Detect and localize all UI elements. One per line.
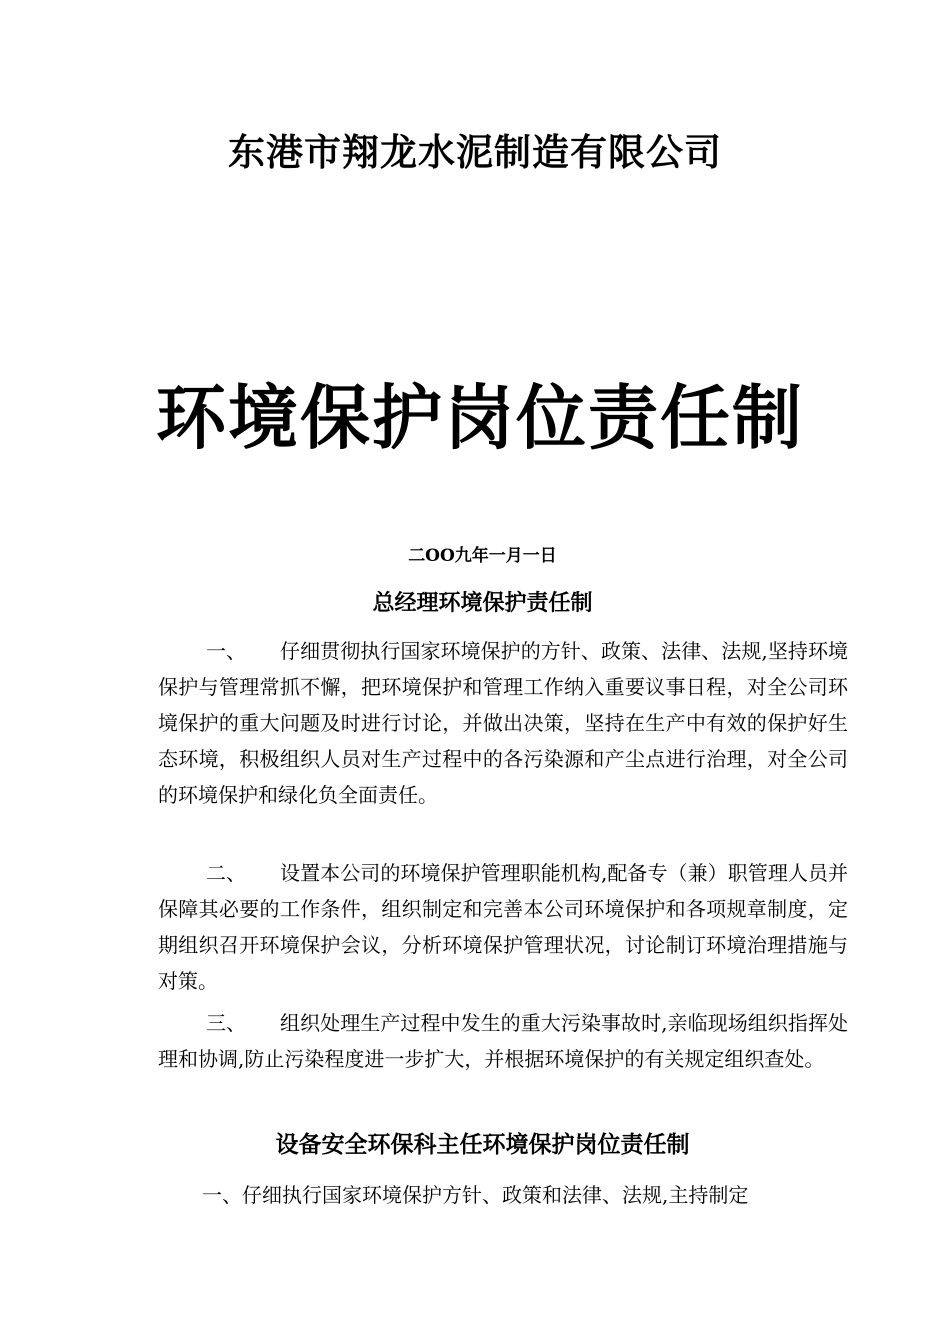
company-name: 东港市翔龙水泥制造有限公司: [228, 131, 722, 174]
paragraph-number: 一、: [206, 639, 246, 663]
paragraph-4: [158, 1177, 848, 1213]
paragraph-1: [158, 633, 848, 813]
paragraph-text: 组织处理生产过程中发生的重大污染事故时,亲临现场组织指挥处理和协调,防止污染程度进一步扩大，并根据环境保护的有关规定组织查处。: [158, 1011, 848, 1071]
paragraph-text: 仔细执行国家环境保护方针、政策和法律、法规,主持制定: [242, 1183, 749, 1207]
paragraph-number: 二、: [206, 861, 246, 885]
paragraph-text: 设置本公司的环境保护管理职能机构,配备专（兼）职管理人员并保障其必要的工作条件，组织制定和完善本公司环境保护和各项规章制度，定期组织召开环境保护会议，分析环境保护管理状况，讨论制订环境治理措施与对策。: [158, 861, 848, 993]
section-title-equipment-safety: 设备安全环保科主任环境保护岗位责任制: [275, 1132, 690, 1158]
paragraph-number: 三、: [206, 1011, 246, 1035]
document-date: 二OO九年一月一日: [408, 546, 557, 566]
paragraph-text: 仔细贯彻执行国家环境保护的方针、政策、法律、法规,坚持环境保护与管理常抓不懈，把环境保护和管理工作纳入重要议事日程，对全公司环境保护的重大问题及时进行讨论，并做出决策，坚持在生产中有效的保护好生态环境，积极组织人员对生产过程中的各污染源和产尘点进行治理，对全公司的环境保护和绿化负全面责任。: [158, 639, 848, 807]
paragraph-2: [158, 855, 848, 999]
paragraph-3: [158, 1005, 848, 1077]
section-title-general-manager: 总经理环境保护责任制: [372, 591, 593, 616]
paragraph-number: 一、: [202, 1183, 242, 1207]
document-title: 环境保护岗位责任制: [156, 377, 804, 459]
